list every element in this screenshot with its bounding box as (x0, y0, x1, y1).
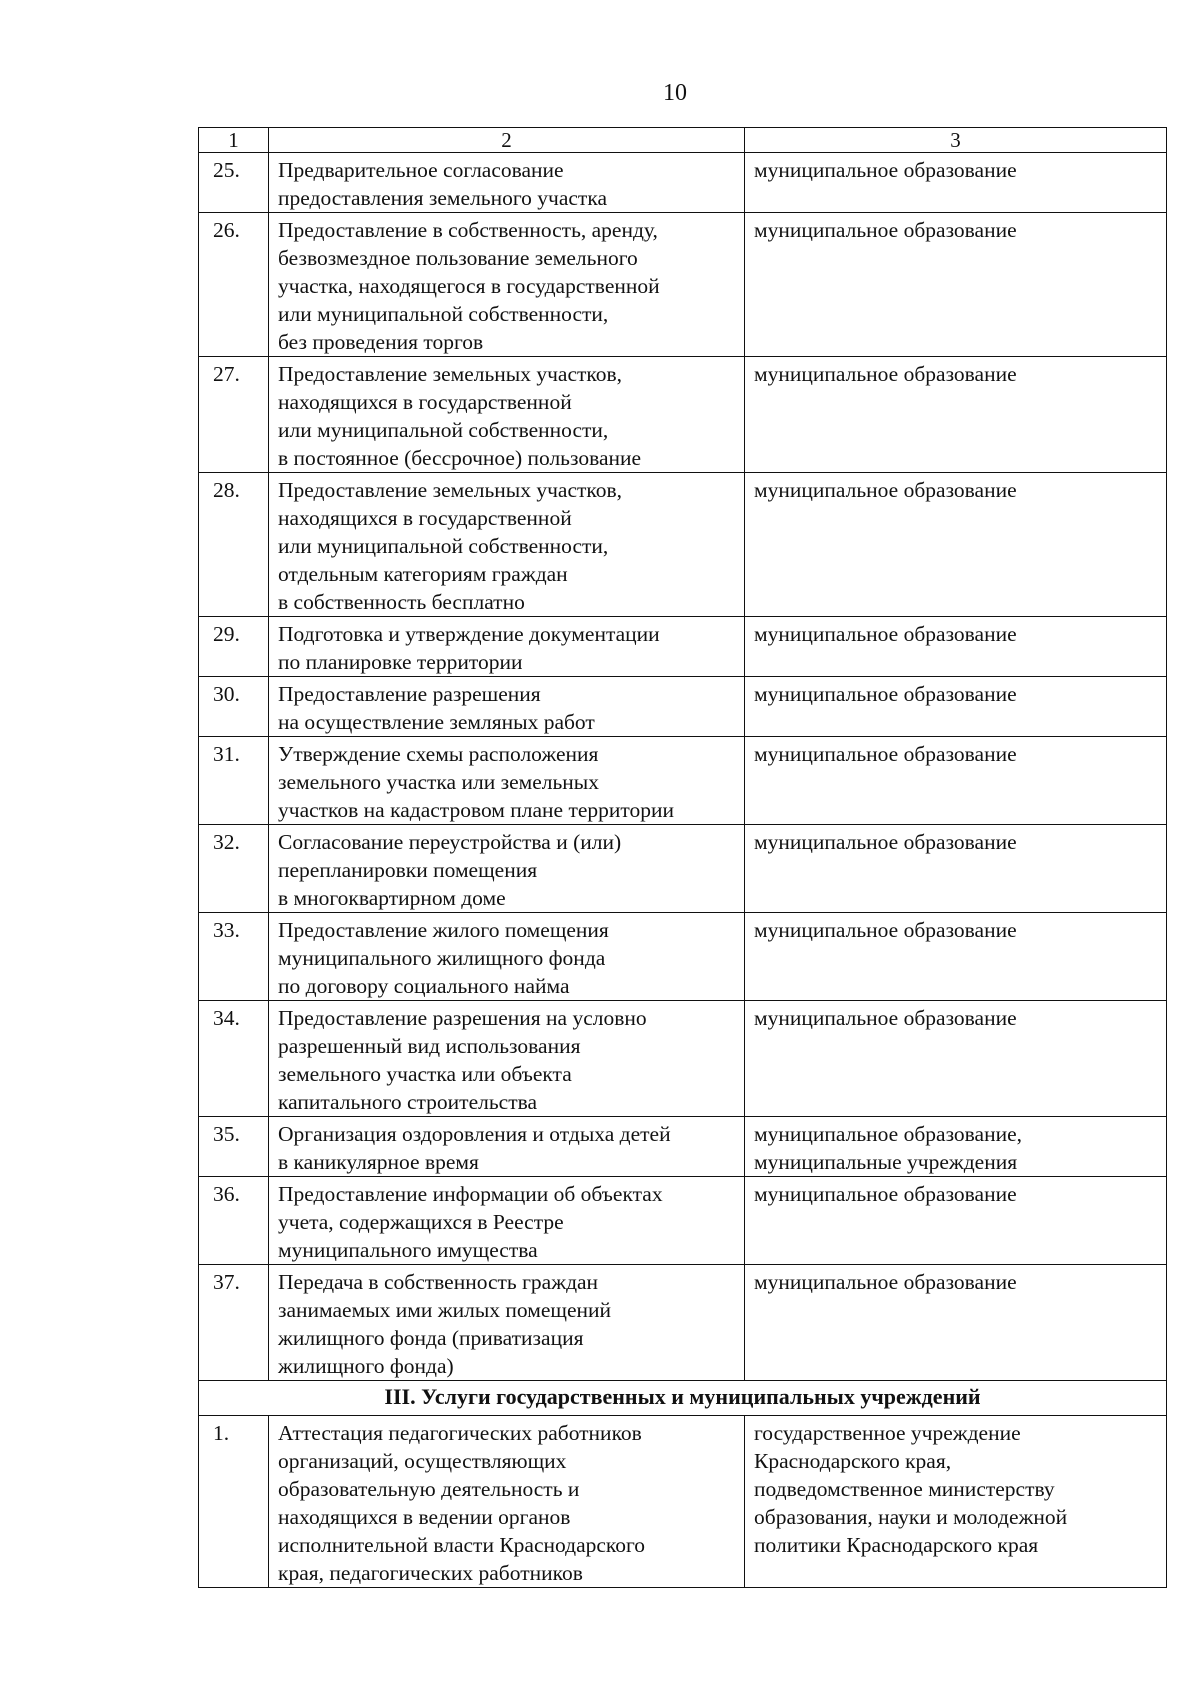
row-service: Предоставление информации об объектах учета, содержащихся в Реестре муниципального имущества (269, 1177, 745, 1265)
row-number: 37. (199, 1265, 269, 1381)
row-provider: государственное учреждение Краснодарского края, подведомственное министерству образования, науки и молодежной политики Краснодарского края (745, 1416, 1167, 1588)
row-number: 1. (199, 1416, 269, 1588)
row-number: 29. (199, 617, 269, 677)
table-row (199, 473, 1167, 617)
row-number: 35. (199, 1117, 269, 1177)
row-number: 32. (199, 825, 269, 913)
table-row (199, 1001, 1167, 1117)
row-number: 27. (199, 357, 269, 473)
row-provider: муниципальное образование (745, 357, 1167, 473)
header-col-1: 1 (199, 128, 269, 153)
row-provider: муниципальное образование (745, 153, 1167, 213)
table-row (199, 153, 1167, 213)
table-row (199, 213, 1167, 357)
page-number: 10 (663, 80, 687, 106)
header-col-3: 3 (745, 128, 1167, 153)
row-service: Аттестация педагогических работников организаций, осуществляющих образовательную деятельность и находящихся в ведении органов исполнительной власти Краснодарского края, педагогических работников (269, 1416, 745, 1588)
row-number: 36. (199, 1177, 269, 1265)
row-provider: муниципальное образование (745, 213, 1167, 357)
table-row (199, 1177, 1167, 1265)
row-number: 30. (199, 677, 269, 737)
row-provider: муниципальное образование (745, 1177, 1167, 1265)
row-service: Предоставление разрешения на осуществление земляных работ (269, 677, 745, 737)
row-service: Предоставление жилого помещения муниципального жилищного фонда по договору социального найма (269, 913, 745, 1001)
table-header-row (199, 128, 1167, 153)
row-service: Организация оздоровления и отдыха детей в каникулярное время (269, 1117, 745, 1177)
row-service: Подготовка и утверждение документации по планировке территории (269, 617, 745, 677)
row-number: 33. (199, 913, 269, 1001)
table-row (199, 677, 1167, 737)
row-number: 28. (199, 473, 269, 617)
table-row (199, 913, 1167, 1001)
header-col-2: 2 (269, 128, 745, 153)
table-row (199, 1117, 1167, 1177)
row-provider: муниципальное образование (745, 677, 1167, 737)
table-row (199, 1416, 1167, 1588)
row-provider: муниципальное образование (745, 825, 1167, 913)
row-number: 26. (199, 213, 269, 357)
row-number: 25. (199, 153, 269, 213)
row-service: Предоставление в собственность, аренду, безвозмездное пользование земельного участка, находящегося в государственной или муниципальной собственности, без проведения торгов (269, 213, 745, 357)
row-provider: муниципальное образование (745, 737, 1167, 825)
row-service: Утверждение схемы расположения земельного участка или земельных участков на кадастровом плане территории (269, 737, 745, 825)
row-provider: муниципальное образование (745, 1001, 1167, 1117)
table-row (199, 825, 1167, 913)
row-provider: муниципальное образование, муниципальные учреждения (745, 1117, 1167, 1177)
row-service: Предоставление земельных участков, находящихся в государственной или муниципальной собственности, отдельным категориям граждан в собственность бесплатно (269, 473, 745, 617)
row-provider: муниципальное образование (745, 1265, 1167, 1381)
table-row (199, 617, 1167, 677)
table-row (199, 357, 1167, 473)
row-service: Предоставление разрешения на условно разрешенный вид использования земельного участка или объекта капитального строительства (269, 1001, 745, 1117)
services-table (198, 127, 1167, 1588)
row-service: Предоставление земельных участков, находящихся в государственной или муниципальной собственности, в постоянное (бессрочное) пользование (269, 357, 745, 473)
row-number: 34. (199, 1001, 269, 1117)
row-service: Согласование переустройства и (или) перепланировки помещения в многоквартирном доме (269, 825, 745, 913)
row-service: Передача в собственность граждан занимаемых ими жилых помещений жилищного фонда (приватизация жилищного фонда) (269, 1265, 745, 1381)
row-number: 31. (199, 737, 269, 825)
row-service: Предварительное согласование предоставления земельного участка (269, 153, 745, 213)
row-provider: муниципальное образование (745, 913, 1167, 1001)
section-title: III. Услуги государственных и муниципальных учреждений (199, 1381, 1167, 1416)
row-provider: муниципальное образование (745, 617, 1167, 677)
table-row (199, 737, 1167, 825)
row-provider: муниципальное образование (745, 473, 1167, 617)
table-row (199, 1265, 1167, 1381)
section-heading-row (199, 1381, 1167, 1416)
